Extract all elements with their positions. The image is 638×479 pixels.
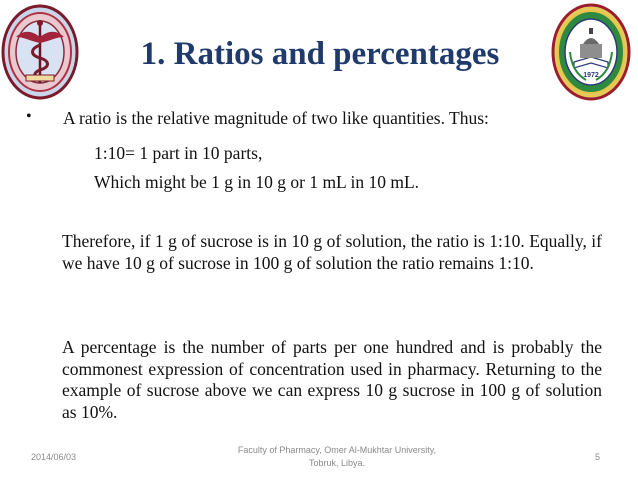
university-seal-icon	[550, 2, 632, 102]
footer-date: 2014/06/03	[31, 452, 77, 462]
pharmacy-faculty-logo-icon	[0, 3, 80, 101]
footer-institution	[222, 444, 452, 470]
ratio-units-line: Which might be 1 g in 10 g or 1 mL in 10 mL.	[94, 172, 420, 192]
bullet-dot: •	[26, 108, 32, 125]
ratio-example-line: 1:10= 1 part in 10 parts,	[94, 143, 263, 163]
page-number: 5	[595, 452, 601, 462]
ratio-paragraph: Therefore, if 1 g of sucrose is in 10 g of solution, the ratio is 1:10. Equally, if we have 10 g of sucrose in 100 g of solution the ratio remains 1:10.	[62, 231, 602, 273]
percentage-paragraph: A percentage is the number of parts per one hundred and is probably the commonest expression of concentration used in pharmacy. Returning to the example of sucrose above we can express 10 g sucrose in 100 g of solution as 10%.	[62, 337, 602, 422]
slide-title: 1. Ratios and percentages	[140, 36, 500, 72]
bullet-text: A ratio is the relative magnitude of two like quantities. Thus:	[63, 108, 489, 128]
footer-institution-line1: Faculty of Pharmacy, Omer Al-Mukhtar University,	[237, 445, 437, 455]
seal-year: 1972	[583, 72, 599, 79]
footer-institution-line2: Tobruk, Libya.	[308, 458, 366, 468]
